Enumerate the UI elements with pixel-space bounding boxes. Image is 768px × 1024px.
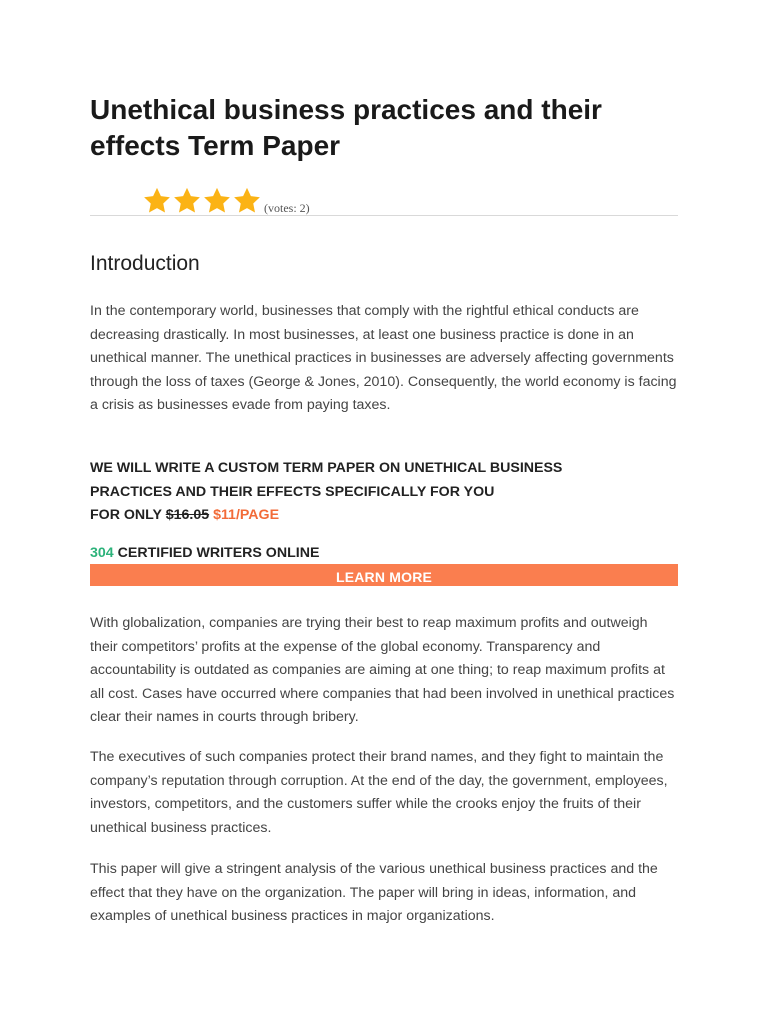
- promo-line: WE WILL WRITE A CUSTOM TERM PAPER ON UNETHICAL BUSINESS: [90, 460, 563, 476]
- promo-price: [90, 504, 678, 528]
- promo-line: PRACTICES AND THEIR EFFECTS SPECIFICALLY FOR YOU: [90, 483, 495, 500]
- for-only-label: FOR ONLY: [90, 507, 162, 523]
- old-price: $16.05: [165, 507, 210, 523]
- star-icon[interactable]: [142, 185, 172, 217]
- writers-online: [90, 542, 319, 566]
- star-icon[interactable]: [172, 185, 202, 217]
- star-icon[interactable]: [202, 185, 232, 217]
- paragraph: With globalization, companies are trying their best to reap maximum profits and outweigh their competitors’ profits at the expense of the global economy. Transparency and accountability is outdated as companies are aiming at one thing; to reap maximum profits at all cost. Cases have occurred where companies that had been involved in unethical practices clear their names in courts through bribery.: [90, 615, 675, 725]
- promo-block: [90, 457, 678, 528]
- paragraph: This paper will give a stringent analysis of the various unethical business practices and the effect that they have on the organization. The paper will bring in ideas, information, and examples of unethical business practices in major organizations.: [90, 861, 658, 924]
- paragraph: The executives of such companies protect their brand names, and they fight to maintain the company’s reputation through corruption. At the end of the day, the government, employees, investors, competitors, and the customers suffer while the crooks enjoy the fruits of their unethical business practices.: [90, 749, 668, 836]
- learn-more-button[interactable]: LEARN MORE: [90, 564, 678, 586]
- rating: [142, 181, 310, 217]
- writers-label: CERTIFIED WRITERS ONLINE: [117, 545, 320, 561]
- writers-count: 304: [90, 545, 114, 561]
- new-price: $11/PAGE: [213, 507, 280, 523]
- paragraph: In the contemporary world, businesses that comply with the rightful ethical conducts are decreasing drastically. In most businesses, at least one business practice is done in an unethical manner. The unethical practices in businesses are adversely affecting governments through the loss of taxes (George & Jones, 2010). Consequently, the world economy is facing a crisis as businesses evade from paying taxes.: [90, 303, 677, 413]
- star-rating[interactable]: [142, 185, 262, 217]
- votes-count: (votes: 2): [264, 201, 310, 215]
- divider: [90, 215, 678, 216]
- star-icon[interactable]: [232, 185, 262, 217]
- section-heading: Introduction: [90, 252, 200, 275]
- page-title: Unethical business practices and their effects Term Paper: [90, 94, 602, 161]
